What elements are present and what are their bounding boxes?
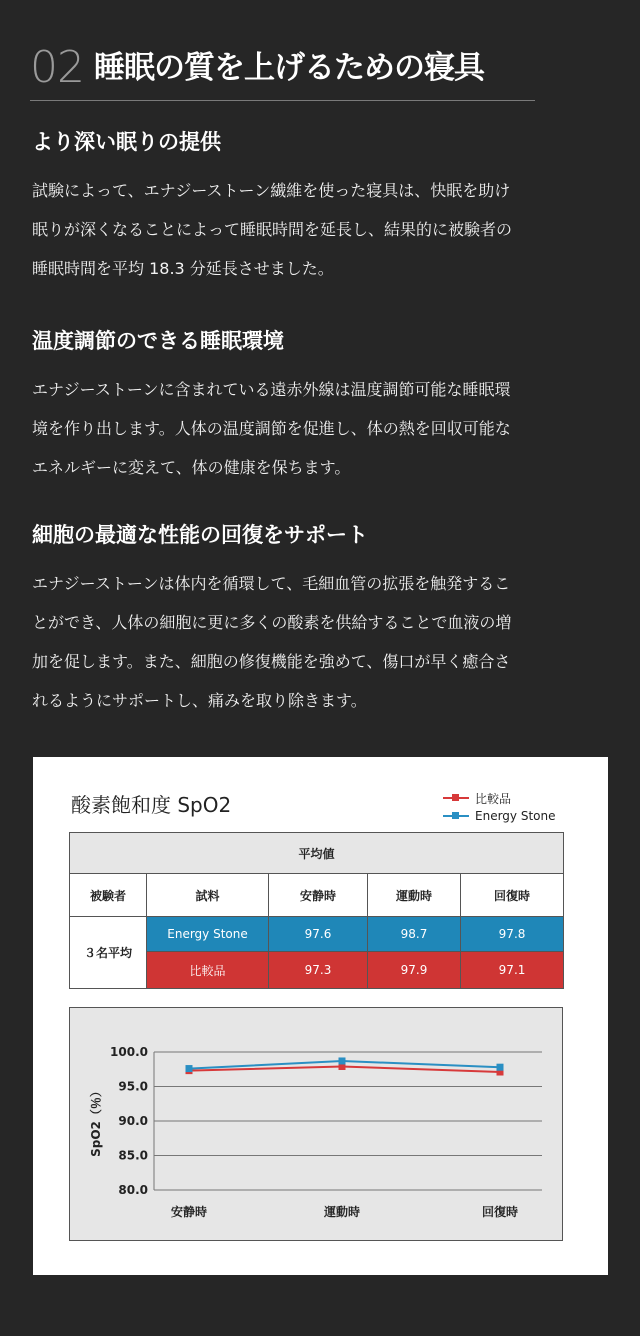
value-cell: 97.1 [461, 952, 564, 989]
text-line: 眠りが深くなることによって睡眠時間を延長し、結果的に被験者の [32, 220, 513, 239]
text-line: エナジーストーンは体内を循環して、毛細血管の拡張を触発するこ [32, 574, 511, 593]
data-point [186, 1065, 193, 1072]
spo2-table [69, 832, 564, 989]
legend-item-energy-stone [443, 807, 555, 825]
subject-cell: ３名平均 [70, 917, 147, 989]
y-tick-label: 100.0 [110, 1045, 148, 1059]
legend-item-comparison [443, 789, 555, 807]
text-line: 加を促します。また、細胞の修復機能を強めて、傷口が早く癒合さ [32, 652, 511, 671]
y-tick-label: 85.0 [118, 1148, 148, 1163]
feature-heading: より深い眠りの提供 [32, 130, 221, 154]
y-axis-label: SpO2（％） [89, 1085, 103, 1157]
legend-swatch-red [443, 797, 469, 799]
line-chart-svg [70, 1008, 562, 1240]
y-tick-label: 95.0 [118, 1079, 148, 1094]
text-line: 境を作り出します。人体の温度調節を促進し、体の熱を回収可能な [32, 419, 511, 438]
feature-cell-recovery [32, 520, 608, 720]
chart-legend [443, 789, 555, 825]
text-line: とができ、人体の細胞に更に多くの酸素を供給することで血液の増 [32, 613, 512, 632]
table-group-header: 平均値 [70, 833, 564, 874]
x-tick-label: 回復時 [481, 1205, 519, 1219]
column-header: 回復時 [461, 874, 564, 917]
y-tick-label: 80.0 [118, 1183, 148, 1197]
value-cell: 97.3 [269, 952, 368, 989]
text-line: れるようにサポートし、痛みを取り除きます。 [32, 691, 367, 710]
spo2-figure [33, 757, 608, 1275]
text-line: 試験によって、エナジーストーン繊維を使った寝具は、快眠を助け [32, 181, 511, 200]
table-row [70, 917, 564, 952]
data-point [339, 1057, 346, 1064]
column-header: 被験者 [70, 874, 147, 917]
column-header: 運動時 [368, 874, 461, 917]
value-cell: 97.6 [269, 917, 368, 952]
data-point [497, 1064, 504, 1071]
legend-swatch-blue [443, 815, 469, 817]
legend-label: Energy Stone [475, 809, 556, 823]
x-tick-label: 安静時 [170, 1205, 208, 1219]
section-number: 02 [30, 42, 84, 93]
feature-text [32, 171, 608, 288]
legend-label: 比較品 [475, 791, 512, 806]
feature-heading: 温度調節のできる睡眠環境 [32, 329, 284, 353]
column-header: 試料 [147, 874, 269, 917]
feature-text [32, 370, 608, 487]
sample-cell: 比較品 [147, 952, 269, 989]
column-header: 安静時 [269, 874, 368, 917]
section-header [30, 38, 535, 101]
y-tick-label: 90.0 [118, 1114, 148, 1128]
value-cell: 97.9 [368, 952, 461, 989]
x-tick-label: 運動時 [323, 1205, 361, 1219]
value-cell: 98.7 [368, 917, 461, 952]
text-line: 睡眠時間を平均 18.3 分延長させました。 [32, 259, 334, 278]
feature-text [32, 564, 608, 720]
value-cell: 97.8 [461, 917, 564, 952]
section-title: 睡眠の質を上げるための寝具 [94, 50, 484, 86]
feature-temperature [32, 326, 608, 487]
feature-deep-sleep [32, 127, 608, 288]
figure-title: 酸素飽和度 SpO2 [71, 793, 232, 817]
sample-cell: Energy Stone [147, 917, 269, 952]
text-line: エネルギーに変えて、体の健康を保ちます。 [32, 458, 351, 477]
feature-heading: 細胞の最適な性能の回復をサポート [32, 523, 368, 547]
line-chart [69, 1007, 563, 1241]
text-line: エナジーストーンに含まれている遠赤外線は温度調節可能な睡眠環 [32, 380, 511, 399]
